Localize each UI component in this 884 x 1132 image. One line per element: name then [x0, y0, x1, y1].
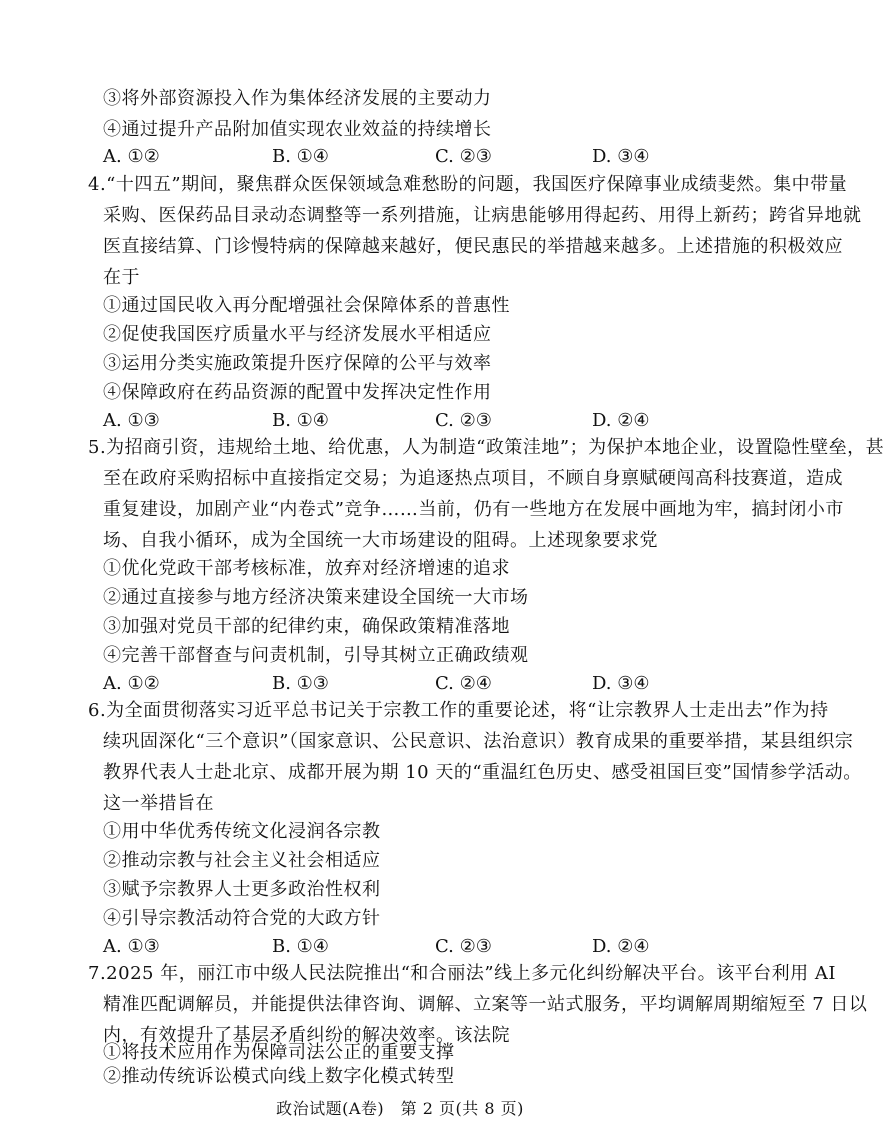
q4-item-4: ④保障政府在药品资源的配置中发挥决定性作用	[103, 382, 492, 403]
q4-item-2: ②促使我国医疗质量水平与经济发展水平相适应	[103, 324, 492, 345]
q6-item-3: ③赋予宗教界人士更多政治性权利	[103, 879, 381, 900]
page-footer: 政治试题(A卷) 第 2 页(共 8 页)	[276, 1099, 524, 1118]
q4-option-b: B. ①④	[272, 410, 329, 431]
q6-item-4: ④引导宗教活动符合党的大政方针	[103, 908, 381, 929]
q5-option-d: D. ③④	[592, 673, 650, 694]
q5-stem-line-1: 5.为招商引资，违规给土地、给优惠，人为制造“政策洼地”；为保护本地企业，设置隐性壁垒，甚	[88, 437, 884, 458]
q3-option-c: C. ②③	[435, 146, 492, 167]
q6-item-1: ①用中华优秀传统文化浸润各宗教	[103, 821, 381, 842]
q6-option-c: C. ②③	[435, 936, 492, 957]
q4-item-1: ①通过国民收入再分配增强社会保障体系的普惠性	[103, 295, 510, 316]
q7-stem-line-2: 精准匹配调解员，并能提供法律咨询、调解、立案等一站式服务，平均调解周期缩短至 7 日以	[103, 994, 868, 1015]
q4-option-d: D. ②④	[592, 410, 650, 431]
q5-stem-line-4: 场、自我小循环，成为全国统一大市场建设的阻碍。上述现象要求党	[103, 530, 658, 551]
q5-item-2: ②通过直接参与地方经济决策来建设全国统一大市场	[103, 587, 529, 608]
q6-item-2: ②推动宗教与社会主义社会相适应	[103, 850, 381, 871]
q5-item-1: ①优化党政干部考核标准，放弃对经济增速的追求	[103, 558, 510, 579]
q7-stem-line-3: 内，有效提升了基层矛盾纠纷的解决效率。该法院	[103, 1025, 510, 1046]
q5-item-3: ③加强对党员干部的纪律约束，确保政策精准落地	[103, 616, 510, 637]
q5-option-a: A. ①②	[103, 673, 160, 694]
q6-stem-line-4: 这一举措旨在	[103, 793, 214, 814]
q4-stem-line-2: 采购、医保药品目录动态调整等一系列措施，让病患能够用得起药、用得上新药；跨省异地就	[103, 205, 862, 226]
q6-stem-line-1: 6.为全面贯彻落实习近平总书记关于宗教工作的重要论述，将“让宗教界人士走出去”作为持	[88, 700, 829, 721]
q4-option-a: A. ①③	[103, 410, 160, 431]
q5-stem-line-3: 重复建设，加剧产业“内卷式”竞争……当前，仍有一些地方在发展中画地为牢，搞封闭小市	[103, 499, 844, 520]
q7-stem-line-1: 7.2025 年，丽江市中级人民法院推出“和合丽法”线上多元化纠纷解决平台。该平台利用 AI	[88, 963, 836, 984]
q4-option-c: C. ②③	[435, 410, 492, 431]
q4-stem-line-4: 在于	[103, 267, 140, 288]
q6-option-b: B. ①④	[272, 936, 329, 957]
q3-option-d: D. ③④	[592, 146, 650, 167]
q6-stem-line-2: 续巩固深化“三个意识”（国家意识、公民意识、法治意识）教育成果的重要举措，某县组织宗	[103, 731, 854, 752]
q6-stem-line-3: 教界代表人士赴北京、成都开展为期 10 天的“重温红色历史、感受祖国巨变”国情参学活动。	[103, 762, 862, 783]
q4-stem-line-1: 4.“十四五”期间，聚焦群众医保领域急难愁盼的问题，我国医疗保障事业成绩斐然。集中带量	[88, 174, 848, 195]
q4-item-3: ③运用分类实施政策提升医疗保障的公平与效率	[103, 353, 492, 374]
q4-stem-line-3: 医直接结算、门诊慢特病的保障越来越好，便民惠民的举措越来越多。上述措施的积极效应	[103, 236, 843, 257]
q3-option-a: A. ①②	[103, 146, 160, 167]
q5-item-4: ④完善干部督查与问责机制，引导其树立正确政绩观	[103, 645, 529, 666]
q3-item-4: ④通过提升产品附加值实现农业效益的持续增长	[103, 119, 492, 140]
q5-option-c: C. ②④	[435, 673, 492, 694]
q6-option-d: D. ②④	[592, 936, 650, 957]
q5-option-b: B. ①③	[272, 673, 329, 694]
q3-option-b: B. ①④	[272, 146, 329, 167]
q6-option-a: A. ①③	[103, 936, 160, 957]
q3-item-3: ③将外部资源投入作为集体经济发展的主要动力	[103, 88, 492, 109]
q5-stem-line-2: 至在政府采购招标中直接指定交易；为追逐热点项目，不顾自身禀赋硬闯高科技赛道，造成	[103, 468, 843, 489]
q7-item-2: ②推动传统诉讼模式向线上数字化模式转型	[103, 1066, 455, 1087]
q7-item-1: ①将技术应用作为保障司法公正的重要支撑	[103, 1042, 455, 1063]
